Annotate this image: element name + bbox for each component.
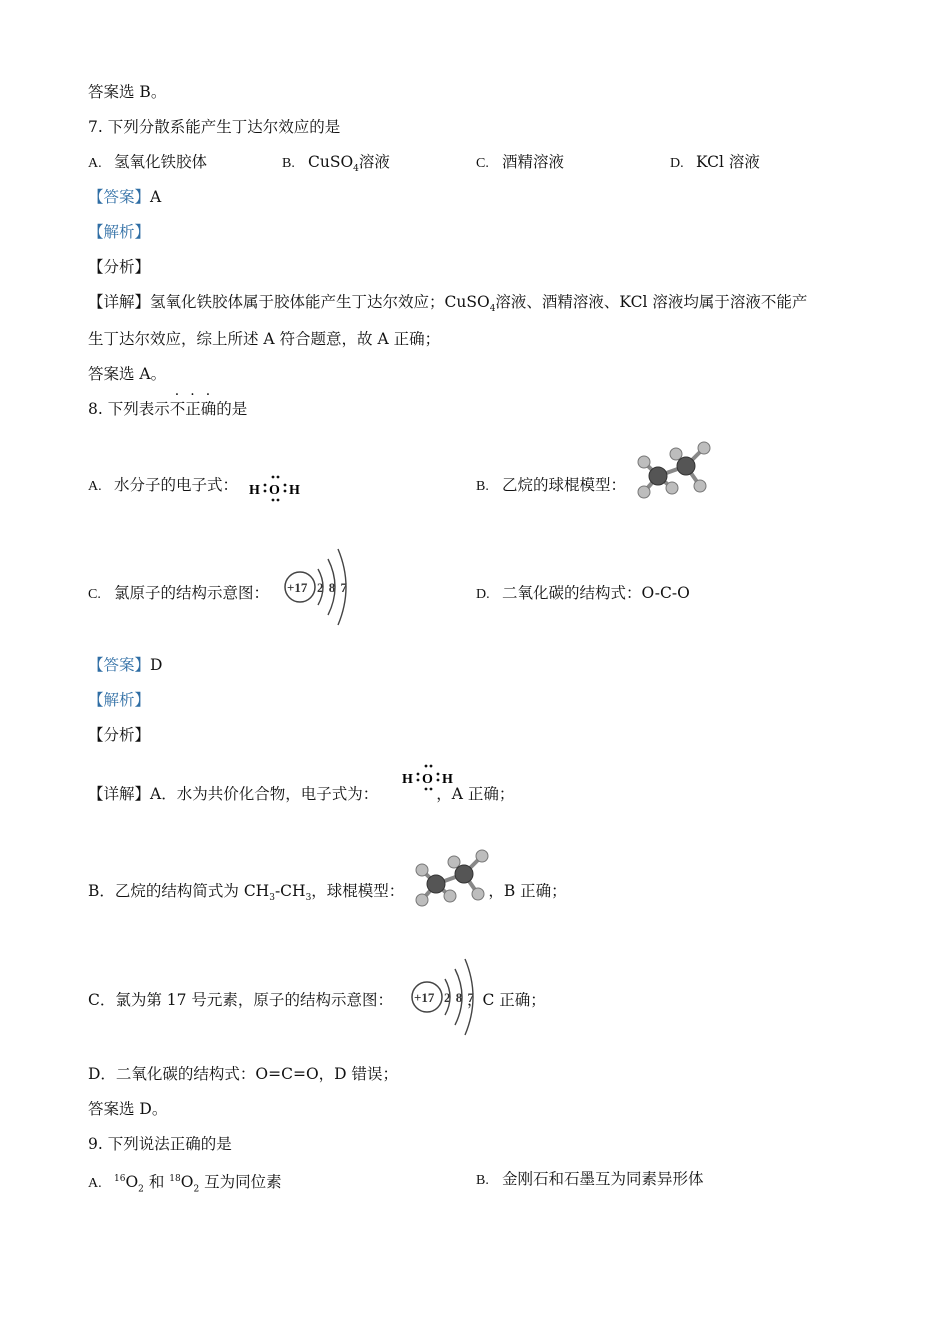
- q7-analysis-tag: 【解析】: [88, 223, 151, 241]
- lewis-h-left: H: [249, 483, 260, 498]
- lewis-o: O: [422, 772, 433, 787]
- q8-detail-d: D．二氧化碳的结构式：O=C=O，D 错误；: [88, 1065, 399, 1083]
- question-7: 7. 下列分散系能产生丁达尔效应的是: [88, 118, 341, 136]
- answer-line-b: 答案选 B。: [88, 83, 167, 101]
- q8-detail-a: 【详解】A．水为共价化合物，电子式为： ，A 正确；: [88, 785, 515, 803]
- q8-option-d: D. 二氧化碳的结构式：O-C-O: [476, 584, 690, 602]
- chlorine-atom-diagram-detail: [409, 955, 479, 1041]
- q8-option-b: B. 乙烷的球棍模型：: [476, 476, 627, 494]
- ethane-ball-stick-model: [634, 440, 716, 510]
- nucleus-charge: +17: [287, 580, 308, 595]
- q7-option-d: D. KCl 溶液: [670, 153, 760, 171]
- q7-answer: 【答案】A: [88, 188, 162, 206]
- q9-option-b: B. 金刚石和石墨互为同素异形体: [476, 1170, 704, 1188]
- answer-line-a: 答案选 A。: [88, 365, 167, 383]
- q8-option-c: C. 氯原子的结构示意图：: [88, 584, 270, 602]
- electron-shells: 2 8 7: [444, 990, 475, 1005]
- electron-shells: 2 8 7: [317, 580, 348, 595]
- q7-option-b: B. CuSO$_4$溶液: [282, 153, 390, 175]
- water-lewis-structure-detail: [402, 762, 458, 796]
- lewis-o: O: [269, 483, 280, 498]
- lewis-h-right: H: [442, 772, 453, 787]
- lewis-h-left: H: [402, 772, 413, 787]
- question-9: 9. 下列说法正确的是: [88, 1135, 232, 1153]
- q8-answer: 【答案】D: [88, 656, 163, 674]
- q7-option-c: C. 酒精溶液: [476, 153, 565, 171]
- water-lewis-structure: [249, 473, 305, 507]
- q7-detail-line-1: 【详解】氢氧化铁胶体属于胶体能产生丁达尔效应；CuSO$_4$溶液、酒精溶液、KCl 溶液均属于溶液不能产: [88, 293, 808, 315]
- q8-analysis-tag: 【解析】: [88, 691, 151, 709]
- q8-fenxi-tag: 【分析】: [88, 726, 151, 744]
- q9-option-a: A. $^{16}O_2$ 和 $^{18}O_2$ 互为同位素: [88, 1173, 282, 1195]
- q8-detail-c: C．氯为第 17 号元素，原子的结构示意图： ，C 正确；: [88, 991, 546, 1009]
- q7-detail-line-2: 生丁达尔效应，综上所述 A 符合题意，故 A 正确；: [88, 330, 441, 348]
- question-8: 8. 下列表示不正确的是: [88, 400, 248, 418]
- q7-option-a: A. 氢氧化铁胶体: [88, 153, 208, 171]
- nucleus-charge: +17: [414, 990, 435, 1005]
- chlorine-atom-diagram: [282, 545, 352, 631]
- ethane-ball-stick-model-detail: [412, 848, 494, 918]
- q8-option-a: A. 水分子的电子式：: [88, 476, 239, 494]
- q8-detail-b: B．乙烷的结构简式为 $CH_3-CH_3$，球棍模型： ，B 正确；: [88, 882, 567, 904]
- q7-fenxi-tag: 【分析】: [88, 258, 151, 276]
- answer-line-d: 答案选 D。: [88, 1100, 168, 1118]
- lewis-h-right: H: [289, 483, 300, 498]
